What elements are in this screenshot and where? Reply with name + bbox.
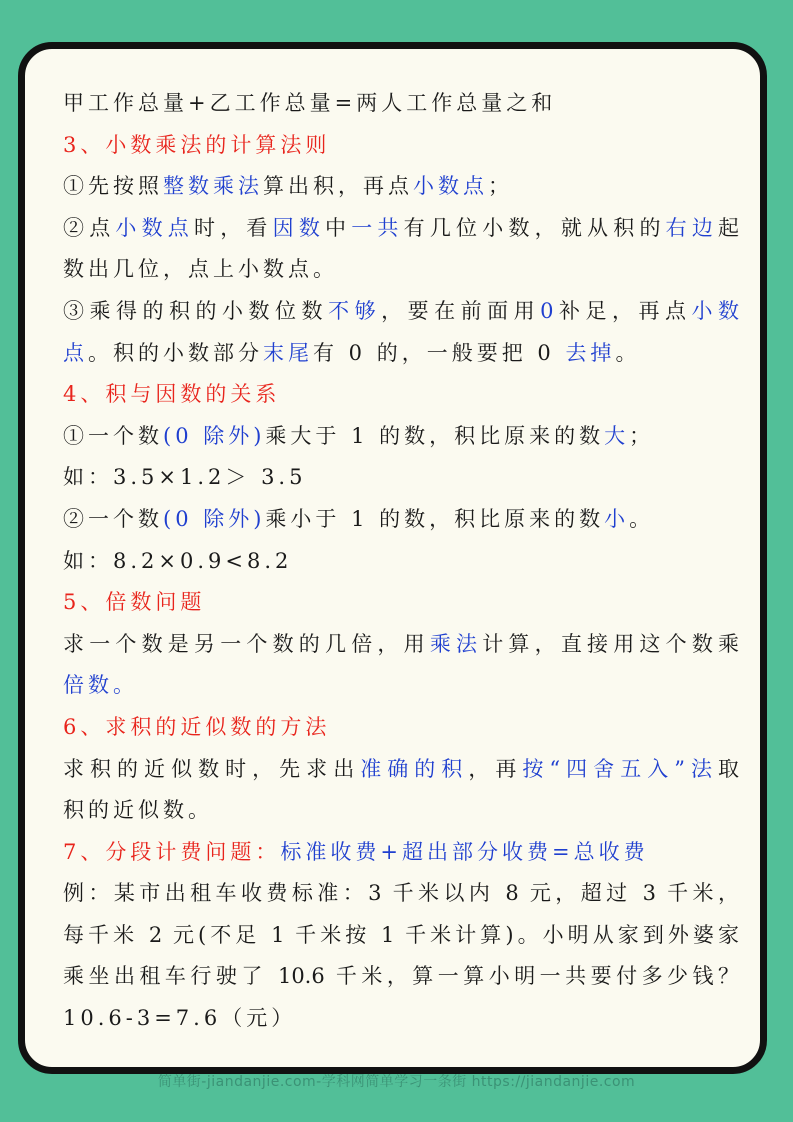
taxi-example-line-3: 乘坐出租车行驶了 10.6 千米，算一算小明一共要付多少钱？: [63, 964, 739, 989]
highlight-multiplication: 乘法: [429, 631, 483, 656]
text-segment: 。积的小数部分: [88, 340, 263, 365]
highlight-integer-multiplication: 整数乘法: [163, 174, 263, 199]
text-segment: 求一个数是另一个数的几倍，用: [63, 631, 430, 656]
text-segment: ①先按照: [63, 174, 163, 199]
highlight-smaller: 小: [604, 506, 630, 531]
text-segment: ；: [629, 423, 655, 448]
section-7-title: 7、分段计费问题：: [63, 839, 281, 864]
section-7-heading: [63, 832, 739, 874]
text-segment: ，再: [468, 756, 523, 781]
section-6-heading: 6、求积的近似数的方法: [63, 714, 331, 739]
watermark: 简单街-jiandanjie.com-学科网简单学习一条街 https://jiandanjie.com: [157, 1074, 636, 1090]
highlight-factors: 因数: [272, 215, 326, 240]
taxi-example-calculation: 10.6-3=7.6（元）: [63, 1006, 297, 1031]
taxi-example-line-2: 每千米 2 元(不足 1 千米按 1 千米计算)。小明从家到外婆家: [63, 922, 739, 947]
text-segment: ③乘得的积的小数位数: [63, 298, 329, 323]
highlight-bigger: 大: [604, 423, 630, 448]
rule-step-2-line-1: [63, 208, 739, 250]
text-segment: 算出积，再点: [263, 174, 413, 199]
text-segment: 乘小于 1 的数，积比原来的数: [265, 506, 605, 531]
content-card: [18, 42, 767, 1074]
text-segment: 。: [629, 506, 655, 531]
relation-rule-1: [63, 416, 739, 458]
highlight-except-zero: (0 除外): [163, 423, 266, 448]
highlight-in-total: 一共: [351, 215, 404, 240]
relation-rule-2: [63, 499, 739, 541]
text-segment: 。: [615, 340, 641, 365]
highlight-end: 末尾: [263, 340, 313, 365]
section-5-heading: 5、倍数问题: [63, 590, 206, 615]
multiple-rule-line-2: 倍数。: [63, 673, 138, 698]
text-segment: 补足，再点: [553, 298, 692, 323]
section-3-heading: 3、小数乘法的计算法则: [63, 132, 331, 157]
highlight-decimal-point: 小数点: [115, 215, 195, 240]
text-segment: 乘大于 1 的数，积比原来的数: [265, 423, 605, 448]
highlight-decimal: 小数: [691, 298, 740, 323]
text-segment: 起: [718, 215, 740, 240]
section-4-heading: 4、积与因数的关系: [63, 382, 281, 407]
rule-step-1: [63, 166, 739, 208]
rule-step-3-line-1: [63, 291, 739, 333]
text-segment: 时，看: [194, 215, 273, 240]
text-segment: ②一个数: [63, 506, 163, 531]
text-segment: 计算，直接用这个数乘: [482, 631, 740, 656]
highlight-rounding-method: 按“四舍五入”法: [522, 756, 719, 781]
highlight-exact-product: 准确的积: [360, 756, 469, 781]
taxi-example-line-1: 例：某市出租车收费标准：3 千米以内 8 元，超过 3 千米，: [63, 881, 739, 906]
rule-step-2-line-2: 数出几位，点上小数点。: [63, 257, 338, 282]
highlight-remove: 去掉: [565, 340, 616, 365]
highlight-except-zero: (0 除外): [163, 506, 266, 531]
text-segment: 有几位小数，就从积的: [403, 215, 666, 240]
multiple-rule-line-1: [63, 624, 739, 666]
highlight-right-side: 右边: [665, 215, 719, 240]
rule-step-3-line-2: [63, 333, 739, 375]
work-total-formula: 甲工作总量+乙工作总量=两人工作总量之和: [63, 91, 557, 115]
highlight-not-enough: 不够: [328, 298, 382, 323]
text-segment: 中: [325, 215, 352, 240]
approximation-rule-line-2: 积的近似数。: [63, 798, 213, 823]
section-7-formula: 标准收费+超出部分收费=总收费: [280, 839, 649, 864]
highlight-point: 点: [63, 340, 88, 365]
highlight-zero: 0: [540, 298, 554, 323]
approximation-rule-line-1: [63, 749, 739, 791]
text-segment: ②点: [63, 215, 116, 240]
highlight-decimal-point: 小数点: [413, 174, 488, 199]
text-segment: 求积的近似数时，先求出: [63, 756, 361, 781]
text-segment: ①一个数: [63, 423, 163, 448]
relation-example-1: 如：3.5×1.2＞ 3.5: [63, 465, 307, 490]
text-segment: 有 0 的，一般要把 0: [313, 340, 566, 365]
text-segment: 取: [718, 756, 740, 781]
text-segment: ；: [488, 174, 513, 199]
text-segment: ，要在前面用: [381, 298, 541, 323]
relation-example-2: 如：8.2×0.9<8.2: [63, 548, 293, 573]
document-body: [63, 83, 739, 1040]
